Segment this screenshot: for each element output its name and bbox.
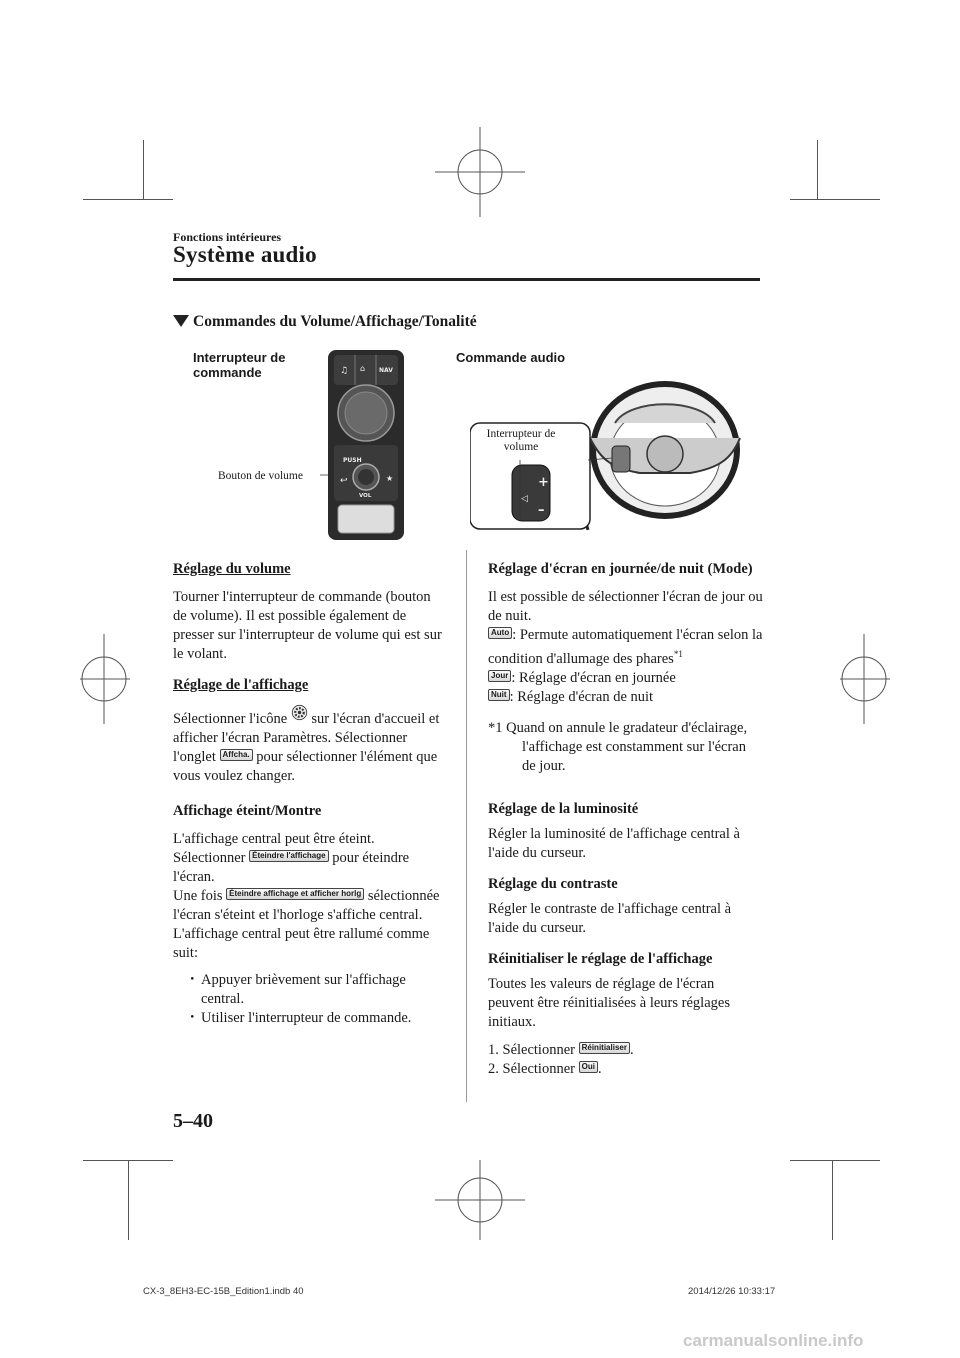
text-run: : Réglage d'écran en journée: [511, 669, 676, 686]
section-label: Fonctions intérieures: [173, 230, 282, 244]
crop-mark: [128, 1160, 129, 1240]
label-line: Interrupteur de: [486, 428, 556, 440]
volume-text: Tourner l'interrupteur de commande (bouton de volume). Il est possible également de presser sur l'interrupteur de volume qui est sur le volant.: [173, 589, 442, 662]
page-number: 5–40: [173, 1110, 213, 1132]
reset-button[interactable]: Réinitialiser: [579, 1042, 630, 1054]
brightness-heading: Réglage de la luminosité: [488, 800, 639, 817]
brightness-text: Régler la luminosité de l'affichage central à l'aide du curseur.: [488, 825, 740, 861]
left-column: [173, 560, 445, 1028]
plus-icon: +: [538, 475, 549, 490]
nuit-button[interactable]: Nuit: [488, 689, 510, 701]
turn-off-display-show-clock-button[interactable]: Éteindre affichage et afficher horlg: [226, 888, 364, 900]
step-2: [488, 1060, 763, 1079]
back-icon: ↩: [340, 476, 348, 486]
jour-button[interactable]: Jour: [488, 670, 511, 682]
contrast-heading: Réglage du contraste: [488, 875, 618, 892]
triangle-down-icon: [173, 315, 189, 327]
jour-option: [488, 669, 763, 688]
contrast-text: Régler le contraste de l'affichage central à l'aide du curseur.: [488, 900, 732, 936]
auto-option: [488, 626, 763, 669]
right-column: [488, 560, 763, 1079]
footer-timestamp: 2014/12/26 10:33:17: [688, 1286, 776, 1297]
turn-off-display-button[interactable]: Éteindre l'affichage: [249, 850, 328, 862]
label-volume-knob: Bouton de volume: [218, 470, 303, 482]
yes-button[interactable]: Oui: [579, 1061, 598, 1073]
minus-icon: –: [538, 503, 545, 518]
crop-mark: [790, 1160, 880, 1161]
text-run: L'affichage central peut être éteint. Sélectionner: [173, 831, 375, 866]
mode-heading: Réglage d'écran en journée/de nuit (Mode): [488, 561, 753, 577]
gear-icon: [291, 704, 308, 721]
page-title: Système audio: [173, 242, 317, 267]
text-run: 2. Sélectionner: [488, 1060, 575, 1077]
list-item: ・ Appuyer brièvement sur l'affichage central.: [173, 971, 445, 1009]
text-run: pour éteindre l'écran.: [173, 850, 410, 885]
label-line: commande: [193, 365, 262, 380]
registration-mark-bottom: [435, 1160, 525, 1250]
footer-filename: CX-3_8EH3-EC-15B_Edition1.indb 40: [143, 1286, 304, 1297]
text-run: sur l'écran d'accueil et afficher l'écran Paramètres. Sélectionner l'onglet: [173, 711, 440, 765]
label-line: volume: [503, 441, 539, 453]
column-divider: [466, 550, 467, 1102]
label-line: Interrupteur de: [193, 350, 286, 365]
display-off-text: [173, 830, 445, 963]
crop-mark: [83, 1160, 173, 1161]
watermark: carmanualsonline.info: [683, 1331, 864, 1350]
vol-label: VOL: [359, 493, 372, 499]
push-label: PUSH: [343, 457, 362, 464]
text-run: Une fois: [173, 888, 223, 904]
text-run: pour sélectionner l'élément que vous voulez changer.: [173, 749, 438, 784]
text-run: Sélectionner l'icône: [173, 711, 288, 727]
nuit-option: [488, 688, 763, 707]
commander-console-illustration: [300, 345, 410, 545]
registration-mark-right: [820, 634, 910, 724]
registration-mark-left: [80, 634, 170, 724]
registration-mark-top: [435, 127, 525, 217]
crop-mark: [790, 199, 880, 200]
list-item: ・ Utiliser l'interrupteur de commande.: [173, 1009, 445, 1028]
footnote-ref: *1: [673, 649, 683, 659]
text-run: 1. Sélectionner: [488, 1041, 575, 1058]
star-icon: ★: [386, 474, 394, 483]
reset-text: Toutes les valeurs de réglage de l'écran peuvent être réinitialisées à leurs réglages initiaux.: [488, 975, 730, 1030]
crop-mark: [83, 199, 173, 200]
title-divider: [173, 278, 760, 281]
music-icon: ♫: [340, 366, 349, 376]
auto-button[interactable]: Auto: [488, 627, 512, 639]
subsection-heading: [173, 313, 477, 331]
subsection-title: Commandes du Volume/Affichage/Tonalité: [193, 313, 477, 330]
home-icon: ⌂: [360, 364, 366, 373]
volume-heading: Réglage du volume: [173, 561, 291, 577]
mode-text: Il est possible de sélectionner l'écran de jour ou de nuit.: [488, 589, 763, 624]
text-run: L'affichage central peut être rallumé comme suit:: [173, 926, 430, 961]
crop-mark: [143, 140, 144, 200]
display-text: [173, 704, 445, 786]
footnote: *1 Quand on annule le gradateur d'éclairage, l'affichage est constamment sur l'écran de jour.: [488, 719, 748, 774]
crop-mark: [817, 140, 818, 200]
bullet-list: [173, 971, 445, 1028]
display-off-heading: Affichage éteint/Montre: [173, 803, 322, 819]
text-run: : Permute automatiquement l'écran selon la condition d'allumage des phares: [488, 627, 763, 667]
nav-label: NAV: [379, 367, 393, 374]
text-run: sélectionnée l'écran s'éteint et l'horloge s'affiche central.: [173, 888, 440, 923]
text-run: .: [597, 1060, 602, 1077]
label-audio-control: Commande audio: [456, 350, 566, 365]
display-heading: Réglage de l'affichage: [173, 677, 309, 693]
label-command-switch: [193, 350, 285, 380]
step-1: [488, 1041, 763, 1060]
affcha-tab-button[interactable]: Affcha.: [220, 749, 253, 761]
crop-mark: [832, 1160, 833, 1240]
text-run: .: [629, 1041, 634, 1058]
label-volume-switch: [480, 428, 562, 454]
reset-heading: Réinitialiser le réglage de l'affichage: [488, 950, 713, 967]
text-run: : Réglage d'écran de nuit: [509, 688, 654, 705]
speaker-icon: ◁: [521, 494, 528, 504]
